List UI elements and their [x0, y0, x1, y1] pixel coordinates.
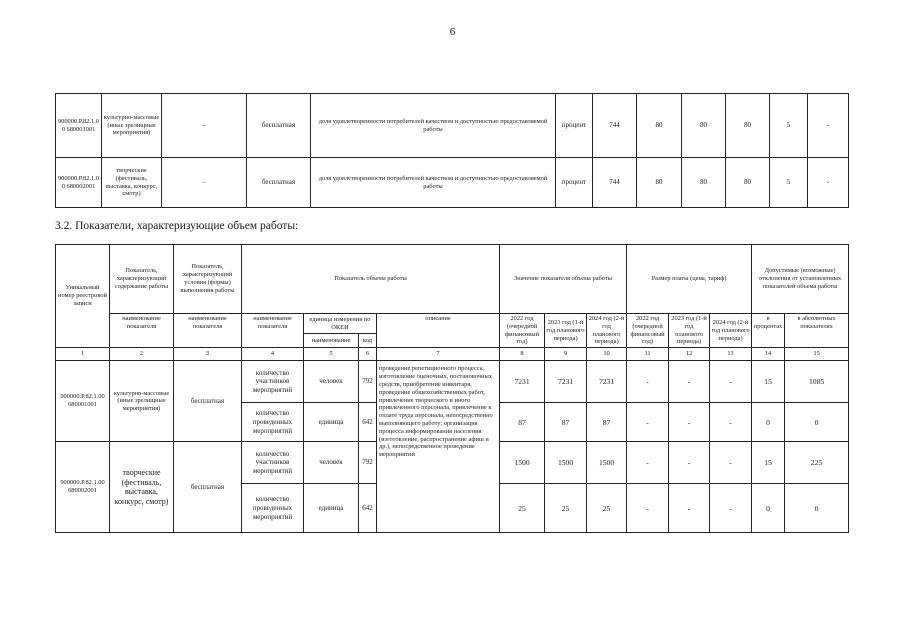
table-row [56, 361, 849, 403]
column-number: 7 [377, 348, 500, 361]
header-content-indicator: Показатель, характеризующий содержание работы [110, 245, 174, 314]
header-indicator-name: наименование показателя [110, 314, 174, 348]
work-content: творческие (фестиваль, выставка, конкурс, смотр) [110, 442, 174, 533]
okei-code: 744 [593, 158, 637, 208]
header-row [56, 245, 849, 314]
deviation-absolute: - [808, 158, 849, 208]
quality-indicator: доля удовлетворенности потребителей качеством и доступностью предоставляемой работы [311, 158, 556, 208]
deviation-percent: 15 [752, 361, 785, 403]
value-2022: 7231 [500, 361, 545, 403]
price-2024: - [710, 484, 752, 533]
value-2022: 87 [500, 403, 545, 442]
work-condition: бесплатная [247, 94, 311, 158]
value-2022: 80 [637, 158, 682, 208]
column-number: 4 [242, 348, 304, 361]
unit-name: единица [304, 403, 359, 442]
dash-cell: – [162, 94, 247, 158]
work-condition: бесплатная [247, 158, 311, 208]
header-year-2022: 2022 год (очередной финансовый год) [500, 314, 545, 348]
page-number: 6 [449, 26, 456, 38]
unit-name: единица [304, 484, 359, 533]
okei-code: 744 [593, 94, 637, 158]
okei-code: 792 [359, 442, 377, 484]
header-price: Размер платы (цена, тариф) [627, 245, 752, 314]
unit-name: процент [556, 94, 593, 158]
column-number: 6 [359, 348, 377, 361]
header-row [56, 314, 849, 334]
price-2023: - [669, 361, 710, 403]
record-code: 900000.Р.82.1.00 680001001 [56, 94, 102, 158]
deviation-absolute: - [808, 94, 849, 158]
header-deviation: Допустимые (возможные) отклонения от установленных показателей объема работы [752, 245, 849, 314]
value-2023: 7231 [545, 361, 587, 403]
volume-indicator-name: количество проведенных мероприятий [242, 403, 304, 442]
work-condition: бесплатная [174, 361, 242, 442]
record-code: 900000.Р.82.1.00 680001001 [56, 361, 110, 442]
column-number: 3 [174, 348, 242, 361]
value-2023: 80 [682, 158, 726, 208]
section-title: 3.2. Показатели, характеризующие объем работы: [55, 220, 299, 232]
deviation-percent: 0 [752, 403, 785, 442]
header-price-2023: 2023 год (1-й год планового периода) [669, 314, 710, 348]
header-unique-number: Уникальный номер реестровой записи [56, 245, 110, 348]
header-volume-indicator: Показатель объема работы [242, 245, 500, 314]
volume-indicator-name: количество участников мероприятий [242, 442, 304, 484]
deviation-percent: 5 [770, 158, 808, 208]
header-unit-code: код [359, 334, 377, 348]
header-price-2022: 2022 год (очередной финансовый год) [627, 314, 669, 348]
price-2023: - [669, 403, 710, 442]
column-number: 8 [500, 348, 545, 361]
quality-indicators-table [55, 93, 849, 208]
table-row [56, 158, 849, 208]
unit-name: человек [304, 442, 359, 484]
dash-cell: – [162, 158, 247, 208]
okei-code: 792 [359, 361, 377, 403]
value-2023: 87 [545, 403, 587, 442]
deviation-absolute: 0 [785, 403, 849, 442]
record-code: 900000.Р.82.1.00 680002001 [56, 158, 102, 208]
column-number: 11 [627, 348, 669, 361]
header-volume-value: Значение показателя объема работы [500, 245, 627, 314]
header-condition-indicator: Показатель, характеризующий условия (формы) выполнения работы [174, 245, 242, 314]
header-indicator-name: наименование показателя [242, 314, 304, 348]
okei-code: 642 [359, 403, 377, 442]
deviation-absolute: 1085 [785, 361, 849, 403]
value-2023: 80 [682, 94, 726, 158]
deviation-percent: 15 [752, 442, 785, 484]
unit-name: человек [304, 361, 359, 403]
value-2024: 25 [587, 484, 627, 533]
price-2022: - [627, 484, 669, 533]
deviation-absolute: 225 [785, 442, 849, 484]
work-content: культурно-массовые (иные зрелищные мероприятия) [110, 361, 174, 442]
value-2024: 87 [587, 403, 627, 442]
column-number: 12 [669, 348, 710, 361]
column-numbers-row [56, 348, 849, 361]
price-2022: - [627, 361, 669, 403]
deviation-percent: 5 [770, 94, 808, 158]
price-2023: - [669, 484, 710, 533]
deviation-absolute: 0 [785, 484, 849, 533]
header-price-2024: 2024 год (2-й год планового периода) [710, 314, 752, 348]
table-row [56, 94, 849, 158]
value-2022: 1500 [500, 442, 545, 484]
column-number: 14 [752, 348, 785, 361]
value-2024: 80 [726, 158, 770, 208]
price-2023: - [669, 442, 710, 484]
price-2022: - [627, 442, 669, 484]
column-number: 2 [110, 348, 174, 361]
header-indicator-name: наименование показателя [174, 314, 242, 348]
value-2024: 1500 [587, 442, 627, 484]
price-2024: - [710, 361, 752, 403]
value-2024: 7231 [587, 361, 627, 403]
price-2024: - [710, 442, 752, 484]
deviation-percent: 0 [752, 484, 785, 533]
work-condition: бесплатная [174, 442, 242, 533]
column-number: 9 [545, 348, 587, 361]
price-2024: - [710, 403, 752, 442]
volume-indicators-table [55, 244, 849, 533]
column-number: 5 [304, 348, 359, 361]
header-unit-name: наименование [304, 334, 359, 348]
header-description: описание [377, 314, 500, 348]
value-2024: 80 [726, 94, 770, 158]
work-description: проведение репетиционного процесса, изготовление оценочных, постановочных средств, приобретение инвентаря, проведение общехозяйственных работ, привлечение творческого и иного привлеченного персонала, привлечение к оплате труда персонала, непосредственно выполняющего работу; организация процесса информирования населения (изготовление, распространение афиш и др.), непосредственное проведение мероприятий [377, 361, 500, 533]
header-percent: в процентах [752, 314, 785, 348]
quality-indicator: доля удовлетворенности потребителей качеством и доступностью предоставляемой работы [311, 94, 556, 158]
header-unit-okei: единица измерения по ОКЕИ [304, 314, 377, 334]
column-number: 15 [785, 348, 849, 361]
work-content: творческие (фестиваль, выставка, конкурс, смотр) [102, 158, 162, 208]
value-2022: 25 [500, 484, 545, 533]
column-number: 10 [587, 348, 627, 361]
value-2022: 80 [637, 94, 682, 158]
okei-code: 642 [359, 484, 377, 533]
work-content: культурно-массовые (иные зрелищные мероприятия) [102, 94, 162, 158]
price-2022: - [627, 403, 669, 442]
value-2023: 25 [545, 484, 587, 533]
value-2023: 1500 [545, 442, 587, 484]
column-number: 13 [710, 348, 752, 361]
record-code: 900000.Р.82.1.00 680002001 [56, 442, 110, 533]
column-number: 1 [56, 348, 110, 361]
volume-indicator-name: количество проведенных мероприятий [242, 484, 304, 533]
header-absolute: в абсолютных показателях [785, 314, 849, 348]
header-year-2024: 2024 год (2-й год планового периода) [587, 314, 627, 348]
volume-indicator-name: количество участников мероприятий [242, 361, 304, 403]
unit-name: процент [556, 158, 593, 208]
header-year-2023: 2023 год (1-й год планового периода) [545, 314, 587, 348]
